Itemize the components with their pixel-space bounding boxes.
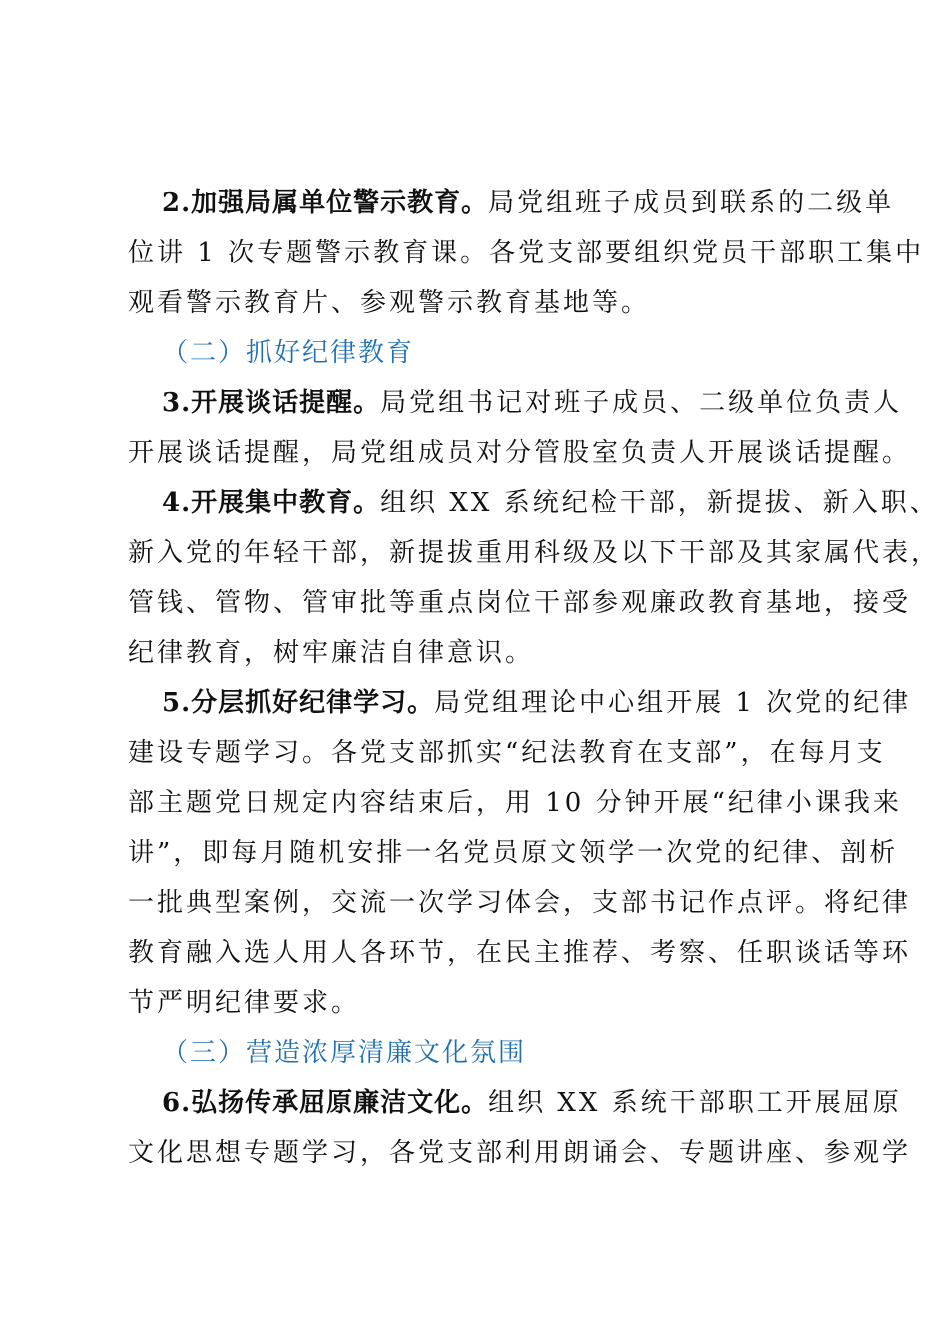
paragraph-text: 组织 XX 系统纪检干部，新提拔、新入职、 [380, 488, 939, 518]
paragraph-line: 新入党的年轻干部，新提拔重用科级及以下干部及其家属代表， [128, 538, 941, 568]
section-heading-2: （二）抓好纪律教育 [162, 338, 415, 368]
paragraph-text: 局党组书记对班子成员、二级单位负责人 [380, 388, 903, 418]
paragraph-line [128, 678, 912, 728]
paragraph-lead: 6.弘扬传承屈原廉洁文化。 [162, 1088, 489, 1118]
section-heading-3: （三）营造浓厚清廉文化氛围 [162, 1038, 527, 1068]
paragraph-line: 节严明纪律要求。 [128, 988, 361, 1018]
paragraph-text: 组织 XX 系统干部职工开展屈原 [488, 1088, 902, 1118]
paragraph-line: 纪律教育，树牢廉洁自律意识。 [128, 638, 535, 668]
paragraph-line: 教育融入选人用人各环节，在民主推荐、考察、任职谈话等环 [128, 938, 912, 968]
paragraph-lead: 3.开展谈话提醒。 [162, 388, 381, 418]
paragraph-line: 观看警示教育片、参观警示教育基地等。 [128, 288, 651, 318]
paragraph-line [128, 478, 939, 528]
paragraph-line: 开展谈话提醒，局党组成员对分管股室负责人开展谈话提醒。 [128, 438, 912, 468]
paragraph-lead: 5.分层抓好纪律学习。 [162, 688, 435, 718]
document-body [128, 178, 941, 1178]
paragraph-6 [128, 1078, 912, 1178]
paragraph-lead: 2.加强局属单位警示教育。 [162, 188, 489, 218]
paragraph-2 [128, 178, 925, 328]
paragraph-5 [128, 678, 912, 1028]
paragraph-line [128, 178, 895, 228]
paragraph-line: 管钱、管物、管审批等重点岗位干部参观廉政教育基地，接受 [128, 588, 912, 618]
paragraph-line: 一批典型案例，交流一次学习体会，支部书记作点评。将纪律 [128, 888, 912, 918]
paragraph-3 [128, 378, 912, 478]
paragraph-line: 位讲 1 次专题警示教育课。各党支部要组织党员干部职工集中 [128, 238, 925, 268]
paragraph-lead: 4.开展集中教育。 [162, 488, 381, 518]
paragraph-text: 局党组班子成员到联系的二级单 [488, 188, 895, 218]
paragraph-line: 建设专题学习。各党支部抓实“纪法教育在支部”，在每月支 [128, 738, 886, 768]
paragraph-4 [128, 478, 941, 678]
paragraph-line: 部主题党日规定内容结束后，用 10 分钟开展“纪律小课我来 [128, 788, 902, 818]
paragraph-line: 文化思想专题学习，各党支部利用朗诵会、专题讲座、参观学 [128, 1138, 912, 1168]
paragraph-line [128, 1078, 902, 1128]
paragraph-line [128, 378, 903, 428]
paragraph-text: 局党组理论中心组开展 1 次党的纪律 [434, 688, 912, 718]
paragraph-line: 讲”，即每月随机安排一名党员原文领学一次党的纪律、剖析 [128, 838, 899, 868]
